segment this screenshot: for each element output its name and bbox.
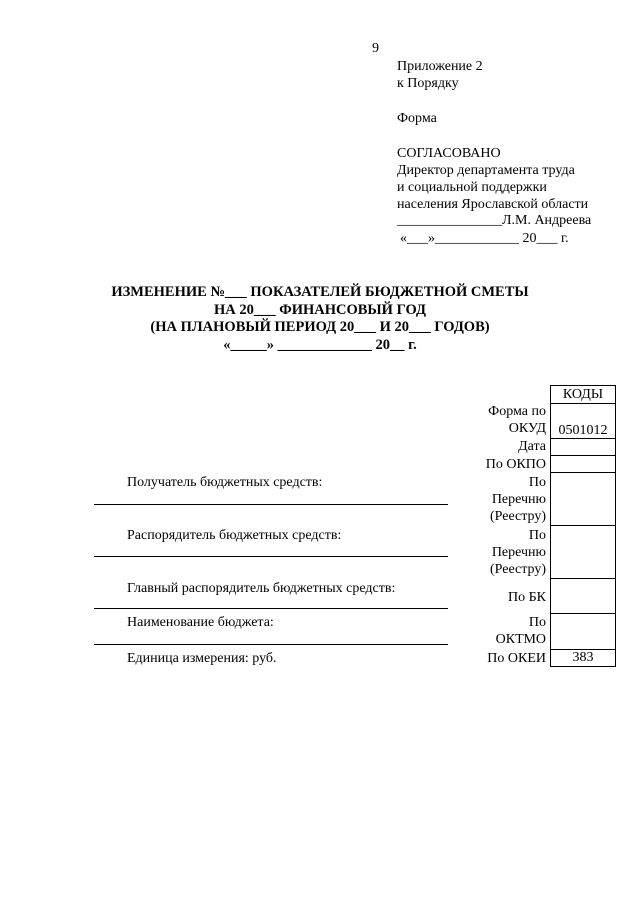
- doc-title-date: «_____» _____________ 20__ г.: [223, 337, 417, 353]
- recipient-label: Получатель бюджетных средств:: [127, 475, 323, 490]
- codes-header: [550, 385, 616, 404]
- manager-label: Распорядитель бюджетных средств:: [127, 528, 342, 543]
- okei-value: 383: [572, 650, 594, 665]
- list2-cell: [550, 525, 616, 579]
- oktmo-cell: [550, 613, 616, 650]
- budget-name-label: Наименование бюджета:: [127, 615, 274, 630]
- bk-cell: [550, 578, 616, 614]
- list2-label-2: Перечню: [491, 545, 546, 560]
- budget-name-underline: [94, 644, 448, 645]
- okud-label-2: ОКУД: [508, 421, 546, 436]
- date-cell: [550, 438, 616, 456]
- agreed-label: СОГЛАСОВАНО: [397, 146, 501, 161]
- order-label: к Порядку: [397, 76, 459, 91]
- okud-label-1: Форма по: [488, 404, 546, 419]
- unit-label: Единица измерения: руб.: [127, 651, 277, 666]
- doc-title-line-1: ИЗМЕНЕНИЕ №___ ПОКАЗАТЕЛЕЙ БЮДЖЕТНОЙ СМЕТЫ: [111, 284, 529, 300]
- chief-manager-label: Главный распорядитель бюджетных средств:: [127, 581, 396, 596]
- doc-title-line-3: (НА ПЛАНОВЫЙ ПЕРИОД 20___ И 20___ ГОДОВ): [150, 319, 490, 335]
- okpo-label: По ОКПО: [485, 457, 546, 472]
- position-line-2: и социальной поддержки: [397, 180, 547, 195]
- okud-value: 0501012: [558, 423, 608, 438]
- position-line-1: Директор департамента труда: [397, 163, 575, 178]
- position-line-3: населения Ярославской области: [397, 197, 589, 212]
- date-label: Дата: [518, 439, 546, 454]
- list1-cell: [550, 472, 616, 526]
- approval-date-line: «___»____________ 20___ г.: [400, 231, 569, 246]
- list1-label-3: (Реестру): [489, 509, 546, 524]
- list2-label-3: (Реестру): [489, 562, 546, 577]
- oktmo-label-2: ОКТМО: [495, 632, 546, 647]
- page-number: 9: [372, 41, 379, 56]
- oktmo-label-1: По: [528, 615, 546, 630]
- codes-header-text: КОДЫ: [562, 387, 604, 402]
- okud-cell: [550, 403, 616, 439]
- appendix-label: Приложение 2: [397, 59, 483, 74]
- form-label: Форма: [397, 111, 437, 126]
- doc-title-line-2: НА 20___ ФИНАНСОВЫЙ ГОД: [214, 302, 426, 318]
- okpo-cell: [550, 455, 616, 473]
- signature-line: _______________Л.М. Андреева: [397, 213, 592, 228]
- okei-cell: [550, 649, 616, 667]
- recipient-underline: [94, 504, 448, 505]
- list2-label-1: По: [528, 528, 546, 543]
- list1-label-1: По: [528, 475, 546, 490]
- chief-manager-underline: [94, 608, 448, 609]
- list1-label-2: Перечню: [491, 492, 546, 507]
- manager-underline: [94, 556, 448, 557]
- okei-label: По ОКЕИ: [487, 651, 546, 666]
- bk-label: По БК: [508, 590, 546, 605]
